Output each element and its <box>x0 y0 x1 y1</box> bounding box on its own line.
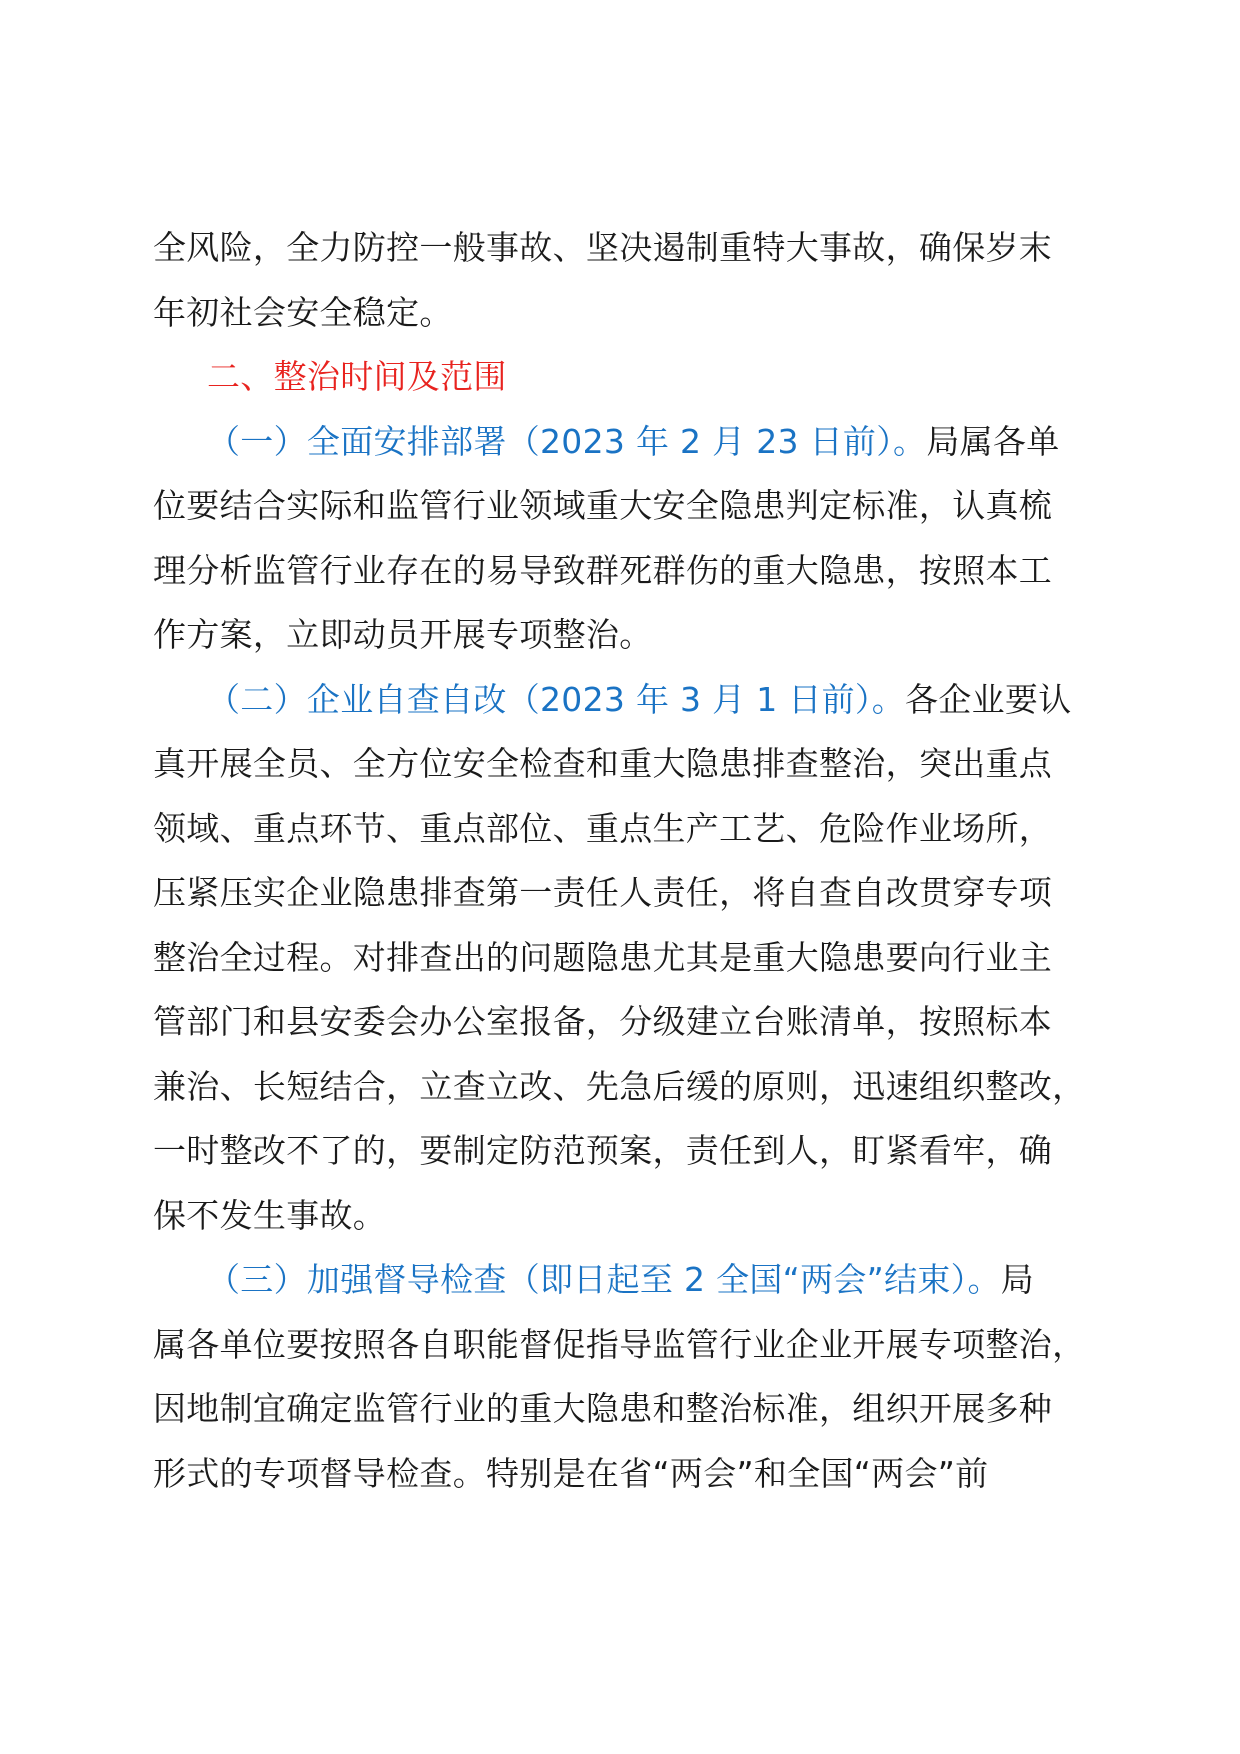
text-line: 压紧压实企业隐患排查第一责任人责任，将自查自改贯穿专项 <box>153 873 1053 912</box>
subsection-first-line <box>153 410 1103 475</box>
text-line: 真开展全员、全方位安全检查和重大隐患排查整治，突出重点 <box>153 744 1053 783</box>
text-line: 保不发生事故。 <box>153 1195 387 1235</box>
section-heading: 二、整治时间及范围 <box>207 357 507 396</box>
text-line: 属各单位要按照各自职能督促指导监管行业企业开展专项整治， <box>153 1324 1086 1364</box>
text-line: 因地制宜确定监管行业的重大隐患和整治标准，组织开展多种 <box>153 1389 1053 1428</box>
subsection-heading: （一）全面安排部署（2023 年 2 月 23 日前）。 <box>207 421 927 461</box>
subsection-1 <box>153 410 1103 668</box>
subsection-heading: （三）加强督导检查（即日起至 2 全国“两会”结束）。 <box>207 1260 1001 1299</box>
subsection-heading: （二）企业自查自改（2023 年 3 月 1 日前）。 <box>207 679 906 719</box>
text-line: 管部门和县安委会办公室报备，分级建立台账清单，按照标本 <box>153 1002 1053 1041</box>
intro-paragraph <box>153 216 1103 345</box>
text-line: 整治全过程。对排查出的问题隐患尤其是重大隐患要向行业主 <box>153 937 1053 977</box>
text-line: 作方案，立即动员开展专项整治。 <box>153 615 653 654</box>
subsection-2 <box>153 668 1103 1249</box>
document-body <box>153 216 1103 1506</box>
subsection-3 <box>153 1248 1103 1506</box>
text-line: 理分析监管行业存在的易导致群死群伤的重大隐患，按照本工 <box>153 550 1053 590</box>
text-line: 领域、重点环节、重点部位、重点生产工艺、危险作业场所， <box>153 808 1053 848</box>
text-line: 全风险，全力防控一般事故、坚决遏制重特大事故，确保岁末 <box>153 228 1053 267</box>
paragraph-text: 局 <box>1000 1260 1035 1299</box>
subsection-first-line <box>153 1248 1103 1313</box>
paragraph-text: 各企业要认 <box>905 679 1072 719</box>
text-line: 年初社会安全稳定。 <box>153 292 453 332</box>
text-line: 一时整改不了的，要制定防范预案，责任到人，盯紧看牢，确 <box>153 1131 1053 1170</box>
text-line: 形式的专项督导检查。特别是在省“两会”和全国“两会”前 <box>153 1453 989 1493</box>
text-line: 兼治、长短结合，立查立改、先急后缓的原则，迅速组织整改， <box>153 1066 1086 1106</box>
paragraph-text: 局属各单 <box>926 421 1060 461</box>
text-line: 位要结合实际和监管行业领域重大安全隐患判定标准，认真梳 <box>153 486 1053 525</box>
subsection-first-line <box>153 668 1103 733</box>
